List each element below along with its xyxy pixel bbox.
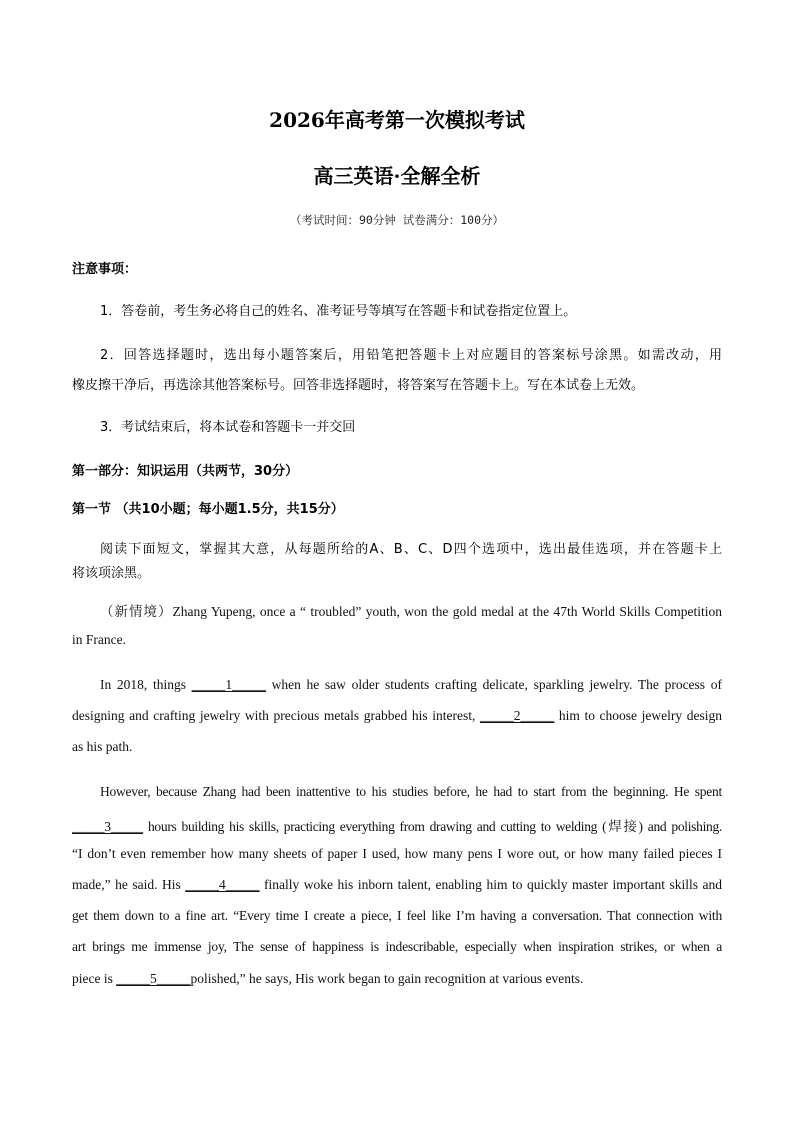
paragraph-2-line-5 (72, 908, 722, 924)
notice-item-3: 3．考试结束后，将本试卷和答题卡一并交回 (100, 420, 356, 435)
passage-intro-line-2: in France. (72, 632, 126, 647)
paragraph-2-text-3: “I don’t even remember how many sheets of paper I used, how many pens I wore out, or how many failed pieces I (72, 846, 722, 861)
blank-5: _____5_____ (116, 971, 191, 986)
exam-title: 2026年高考第一次模拟考试 (269, 108, 525, 132)
notice-item-2-line-2: 橡皮擦干净后，再选涂其他答案标号。回答非选择题时，将答案写在答题卡上。写在本试卷上无效。 (72, 378, 645, 393)
subject-title: 高三英语·全解全析 (313, 164, 481, 188)
blank-2: _____2_____ (479, 708, 555, 723)
paragraph-2-line-7 (72, 971, 583, 987)
exam-info: （考试时间：90分钟 试卷满分：100分） (289, 213, 505, 227)
paragraph-2-text-5: get them down to a fine art. “Every time I create a piece, I feel like I’m having a conversation. That connection with (72, 908, 722, 923)
instruction-line-1 (72, 538, 722, 557)
paragraph-2-text-4b: finally woke his inborn talent, enabling him to quickly master important skills and (259, 877, 722, 892)
paragraph-1-text-2a: designing and crafting jewelry with precious metals grabbed his interest, (72, 708, 480, 723)
paragraph-1-text-1a: In 2018, things (100, 677, 192, 692)
paragraph-2-line-4 (72, 877, 722, 893)
blank-4: _____4_____ (185, 877, 260, 892)
blank-3: _____3_____ (72, 819, 143, 834)
paragraph-2-line-2 (72, 815, 722, 835)
notice-heading: 注意事项： (72, 262, 138, 277)
notice-item-1: 1．答卷前，考生务必将自己的姓名、准考证号等填写在答题卡和试卷指定位置上。 (100, 304, 577, 319)
paragraph-1-text-2b: him to choose jewelry design (554, 708, 723, 723)
paragraph-2-line-1 (72, 784, 722, 800)
blank-1: _____1_____ (191, 677, 266, 692)
passage-intro-line-1 (72, 600, 722, 620)
notice-item-2-line-1 (72, 344, 722, 363)
paragraph-2-text-2b: hours building his skills, practicing everything from drawing and cutting to welding (焊接) and polishing. (142, 819, 722, 834)
instruction-line-2: 将该项涂黑。 (72, 566, 151, 581)
paragraph-2-text-7b: polished,” he says, His work began to gain recognition at various events. (190, 971, 584, 986)
section1-heading: 第一节 （共10小题；每小题1.5分，共15分） (72, 502, 344, 517)
paragraph-2-text-1: However, because Zhang had been inattentive to his studies before, he had to start from the beginning. He spent (100, 784, 722, 799)
paragraph-1-line-1 (72, 677, 722, 693)
paragraph-2-text-4a: made,” he said. His (72, 877, 186, 892)
part1-heading: 第一部分：知识运用（共两节，30分） (72, 464, 299, 479)
paragraph-1-line-3: as his path. (72, 739, 133, 754)
paragraph-2-text-6: art brings me immense joy, The sense of happiness is indescribable, especially when inspiration strikes, or when a (72, 939, 722, 954)
paragraph-1-text-1b: when he saw older students crafting delicate, sparkling jewelry. The process of (265, 677, 722, 692)
paragraph-1-line-2 (72, 708, 722, 724)
instruction-text-1: 阅读下面短文，掌握其大意，从每题所给的A、B、C、D四个选项中，选出最佳选项，并在答题卡上 (100, 542, 722, 557)
paragraph-2-text-7a: piece is (72, 971, 117, 986)
paragraph-2-line-6 (72, 939, 722, 955)
notice-item-2-text-1: 2．回答选择题时，选出每小题答案后，用铅笔把答题卡上对应题目的答案标号涂黑。如需改动，用 (100, 348, 722, 363)
paragraph-2-line-3 (72, 846, 722, 862)
passage-intro-text-1: （新情境）Zhang Yupeng, once a “ troubled” youth, won the gold medal at the 47th World Skills Competition (100, 604, 722, 619)
